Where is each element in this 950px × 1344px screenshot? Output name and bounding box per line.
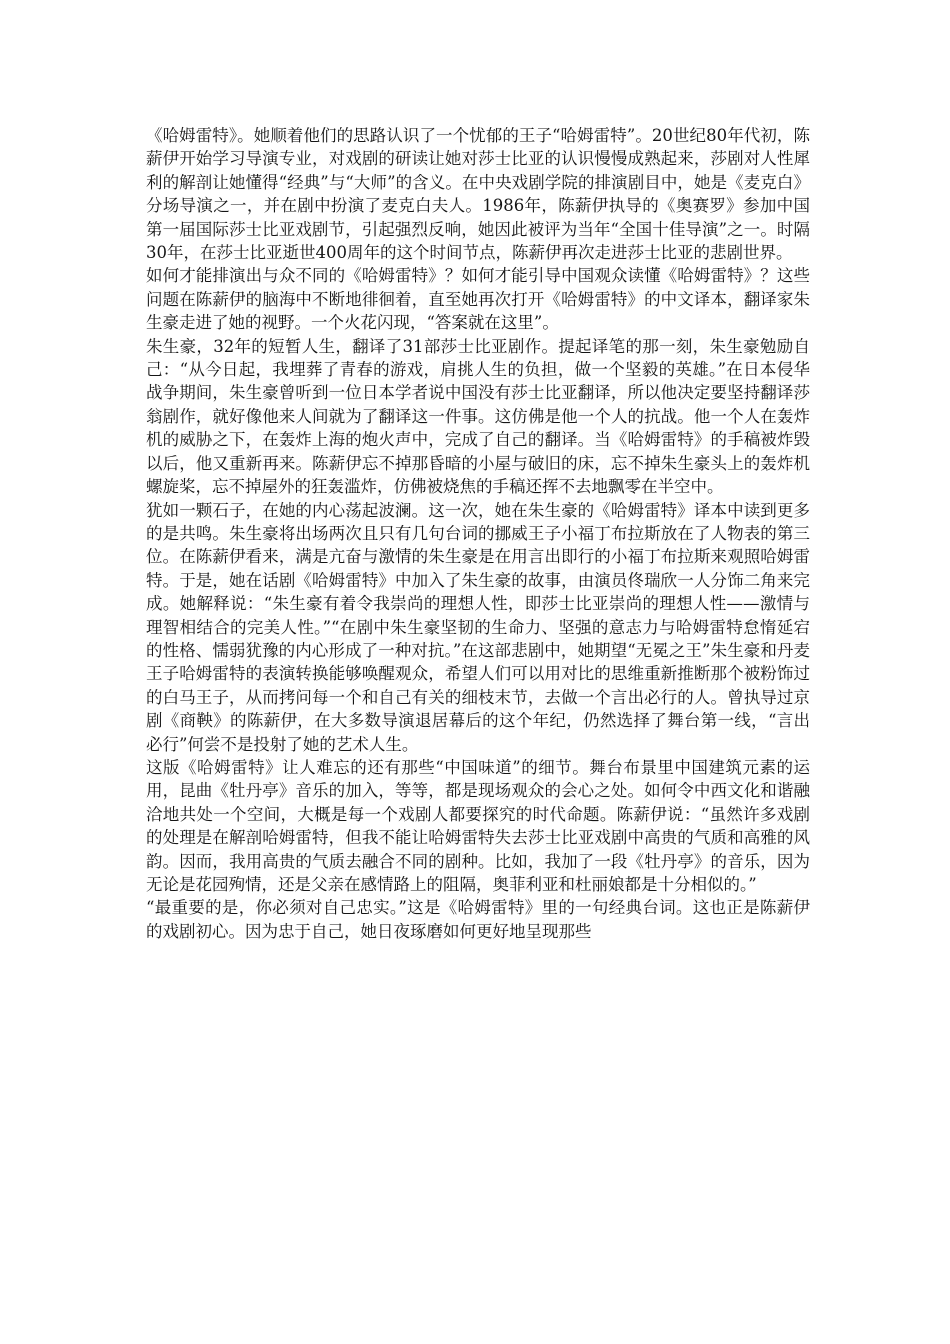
paragraph-5: 这版《哈姆雷特》让人难忘的还有那些“中国味道”的细节。舞台布景里中国建筑元素的运用，昆曲《牡丹亭》音乐的加入，等等，都是现场观众的会心之处。如何令中西文化和谐融洽地共处一个空间，大概是每一个戏剧人都要探究的时代命题。陈薪伊说：“虽然许多戏剧的处理是在解剖哈姆雷特，但我不能让哈姆雷特失去莎士比亚戏剧中高贵的气质和高雅的风韵。因而，我用高贵的气质去融合不同的剧种。比如，我加了一段《牡丹亭》的音乐，因为无论是花园殉情，还是父亲在感情路上的阻隔，奥菲利亚和杜丽娘都是十分相似的。” xyxy=(146,757,810,894)
paragraph-2: 如何才能排演出与众不同的《哈姆雷特》？如何才能引导中国观众读懂《哈姆雷特》？这些问题在陈薪伊的脑海中不断地徘徊着，直至她再次打开《哈姆雷特》的中文译本，翻译家朱生豪走进了她的视野。一个火花闪现，“答案就在这里”。 xyxy=(146,266,810,333)
paragraph-6: “最重要的是，你必须对自己忠实。”这是《哈姆雷特》里的一句经典台词。这也正是陈薪伊的戏剧初心。因为忠于自己，她日夜琢磨如何更好地呈现那些 xyxy=(146,898,810,941)
paragraph-4: 犹如一颗石子，在她的内心荡起波澜。这一次，她在朱生豪的《哈姆雷特》译本中读到更多的是共鸣。朱生豪将出场两次且只有几句台词的挪威王子小福丁布拉斯放在了人物表的第三位。在陈薪伊看来，满是亢奋与激情的朱生豪是在用言出即行的小福丁布拉斯来观照哈姆雷特。于是，她在话剧《哈姆雷特》中加入了朱生豪的故事，由演员佟瑞欣一人分饰二角来完成。她解释说：“朱生豪有着令我崇尚的理想人性，即莎士比亚崇尚的理想人性——激情与理智相结合的完美人性。”“在剧中朱生豪坚韧的生命力、坚强的意志力与哈姆雷特怠惰延宕的性格、懦弱犹豫的内心形成了一种对抗。”在这部悲剧中，她期望“无冕之王”朱生豪和丹麦王子哈姆雷特的表演转换能够唤醒观众，希望人们可以用对比的思维重新推断那个被粉饰过的白马王子，从而拷问每一个和自己有关的细枝末节，去做一个言出必行的人。曾执导过京剧《商鞅》的陈薪伊，在大多数导演退居幕后的这个年纪，仍然选择了舞台第一线，“言出必行”何尝不是投射了她的艺术人生。 xyxy=(146,500,810,754)
article-body xyxy=(146,124,810,943)
paragraph-1: 《哈姆雷特》。她顺着他们的思路认识了一个忧郁的王子“哈姆雷特”。20世纪80年代初，陈薪伊开始学习导演专业，对戏剧的研读让她对莎士比亚的认识慢慢成熟起来，莎剧对人性犀利的解剖让她懂得“经典”与“大师”的含义。在中央戏剧学院的排演剧目中，她是《麦克白》分场导演之一，并在剧中扮演了麦克白夫人。1986年，陈薪伊执导的《奥赛罗》参加中国第一届国际莎士比亚戏剧节，引起强烈反响，她因此被评为当年“全国十佳导演”之一。时隔30年，在莎士比亚逝世400周年的这个时间节点，陈薪伊再次走进莎士比亚的悲剧世界。 xyxy=(146,126,810,263)
paragraph-3: 朱生豪，32年的短暂人生，翻译了31部莎士比亚剧作。提起译笔的那一刻，朱生豪勉励自己：“从今日起，我埋葬了青春的游戏，肩挑人生的负担，做一个坚毅的英雄。”在日本侵华战争期间，朱生豪曾听到一位日本学者说中国没有莎士比亚翻译，所以他决定要坚持翻译莎翁剧作，就好像他来人间就为了翻译这一件事。这仿佛是他一个人的抗战。他一个人在轰炸机的威胁之下，在轰炸上海的炮火声中，完成了自己的翻译。当《哈姆雷特》的手稿被炸毁以后，他又重新再来。陈薪伊忘不掉那昏暗的小屋与破旧的床，忘不掉朱生豪头上的轰炸机螺旋桨，忘不掉屋外的狂轰滥炸，仿佛被烧焦的手稿还挥不去地飘零在半空中。 xyxy=(146,336,810,497)
